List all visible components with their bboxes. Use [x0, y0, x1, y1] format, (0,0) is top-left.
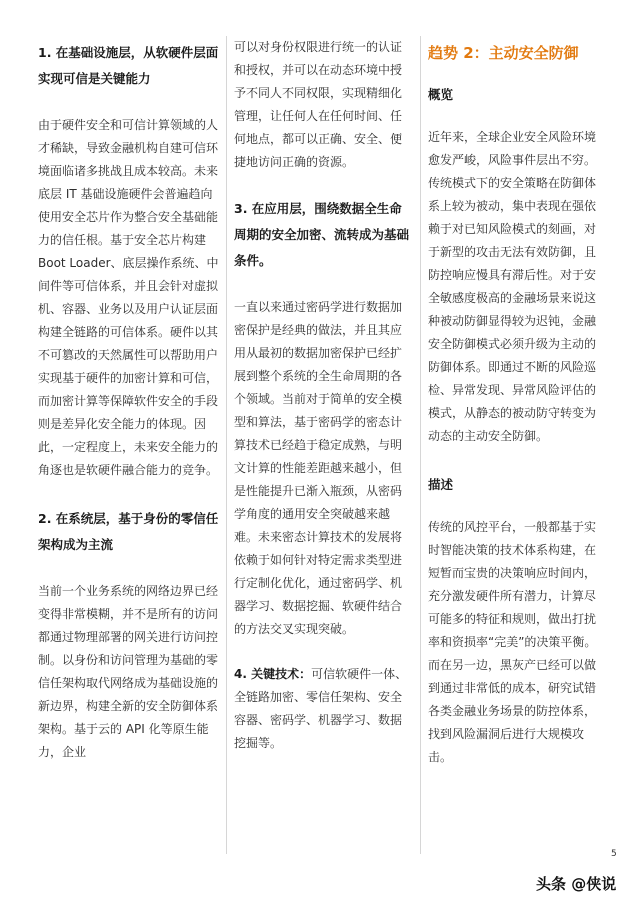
column-2 [234, 36, 412, 777]
trend-title: 趋势 2：主动安全防御 [428, 44, 579, 62]
key-technologies-text: 可信软硬件一体、全链路加密、零信任架构、安全容器、密码学、机器学习、数据挖掘等。 [234, 667, 408, 750]
section-paragraph-3: 一直以来通过密码学进行数据加密保护是经典的做法，并且其应用从最初的数据加密保护已经扩展到整个系统的全生命周期的各个领域。当前对于简单的安全模型和算法，基于密码学的密态计算技术已经趋于稳定成熟，与明文计算的性能差距越来越小，但是性能提升已渐入瓶颈，从密码学角度的通用安全突破越来越难。未来密态计算技术的发展将依赖于如何针对特定需求类型进行定制化优化，通过密码学、机器学习、数据挖掘、软硬件结合的方法交叉实现突破。 [234, 300, 403, 636]
section-paragraph-1: 由于硬件安全和可信计算领域的人才稀缺，导致金融机构自建可信环境面临诸多挑战且成本较高。未来底层 IT 基础设施硬件会普遍趋向使用安全芯片作为整合安全基础能力的信任根。基于安全芯片构建 Boot Loader、底层操作系统、中间件等可信体系，并且会针对虚拟机、容器、业务以及用户认证层面构建全链路的可信体系。硬件以其不可篡改的天然属性可以帮助用户实现基于硬件的加密计算和可信，而加密计算等保障软件安全的手段则是差异化安全能力的体现。因此，一定程度上，未来安全能力的角逐也是软硬件融合能力的竞争。 [38, 118, 219, 477]
page-number: 5 [611, 849, 617, 859]
column-1 [38, 36, 219, 788]
overview-text: 近年来，全球企业安全风险环境愈发严峻，风险事件层出不穷。传统模式下的安全策略在防御体系上较为被动，集中表现在强依赖于对已知风险模式的刻画，对于新型的攻击无法有效防御，且防控响应慢具有滞后性。对于安全敏感度极高的金融场景来说这种被动防御显得较为迟钝，金融安全防御模式必须升级为主动的防御体系。即通过不断的风险巡检、异常发现、异常风险评估的模式，从静态的被动防守转变为动态的主动安全防御。 [428, 130, 597, 443]
key-technologies [234, 663, 412, 755]
section-heading-3: 3. 在应用层，围绕数据全生命周期的安全加密、流转成为基础条件。 [234, 201, 410, 268]
overview-title: 概览 [428, 87, 454, 102]
section-heading-1: 1. 在基础设施层，从软硬件层面实现可信是关键能力 [38, 45, 219, 86]
description-text: 传统的风控平台，一般都基于实时智能决策的技术体系构建，在短暂而宝贵的决策响应时间内，充分激发硬件所有潜力，计算尽可能多的特征和规则，做出打扰率和资损率“完美”的决策平衡。而在另一边，黑灰产已经可以做到通过非常低的成本，研究试错各类金融业务场景的防控体系，找到风险漏洞后进行大规模攻击。 [428, 520, 597, 764]
column-3 [428, 36, 606, 795]
source-watermark: 头条 @侠说 [536, 875, 617, 893]
column-divider-2 [420, 36, 421, 854]
description-title: 描述 [428, 477, 454, 492]
column-divider-1 [226, 36, 227, 854]
section-heading-2: 2. 在系统层，基于身份的零信任架构成为主流 [38, 511, 219, 552]
section-paragraph-2-continued: 可以对身份权限进行统一的认证和授权，并可以在动态环境中授予不同人不同权限，实现精细化管理，让任何人在任何时间、任何地点，都可以正确、安全、便捷地访问正确的资源。 [234, 40, 403, 169]
section-paragraph-2: 当前一个业务系统的网络边界已经变得非常模糊，并不是所有的访问都通过物理部署的网关进行访问控制。以身份和访问管理为基础的零信任架构取代网络成为基础设施的新边界，构建全新的安全防御体系架构。基于云的 API 化等原生能力，企业 [38, 584, 219, 759]
section-heading-4: 4. 关键技术： [234, 667, 312, 681]
